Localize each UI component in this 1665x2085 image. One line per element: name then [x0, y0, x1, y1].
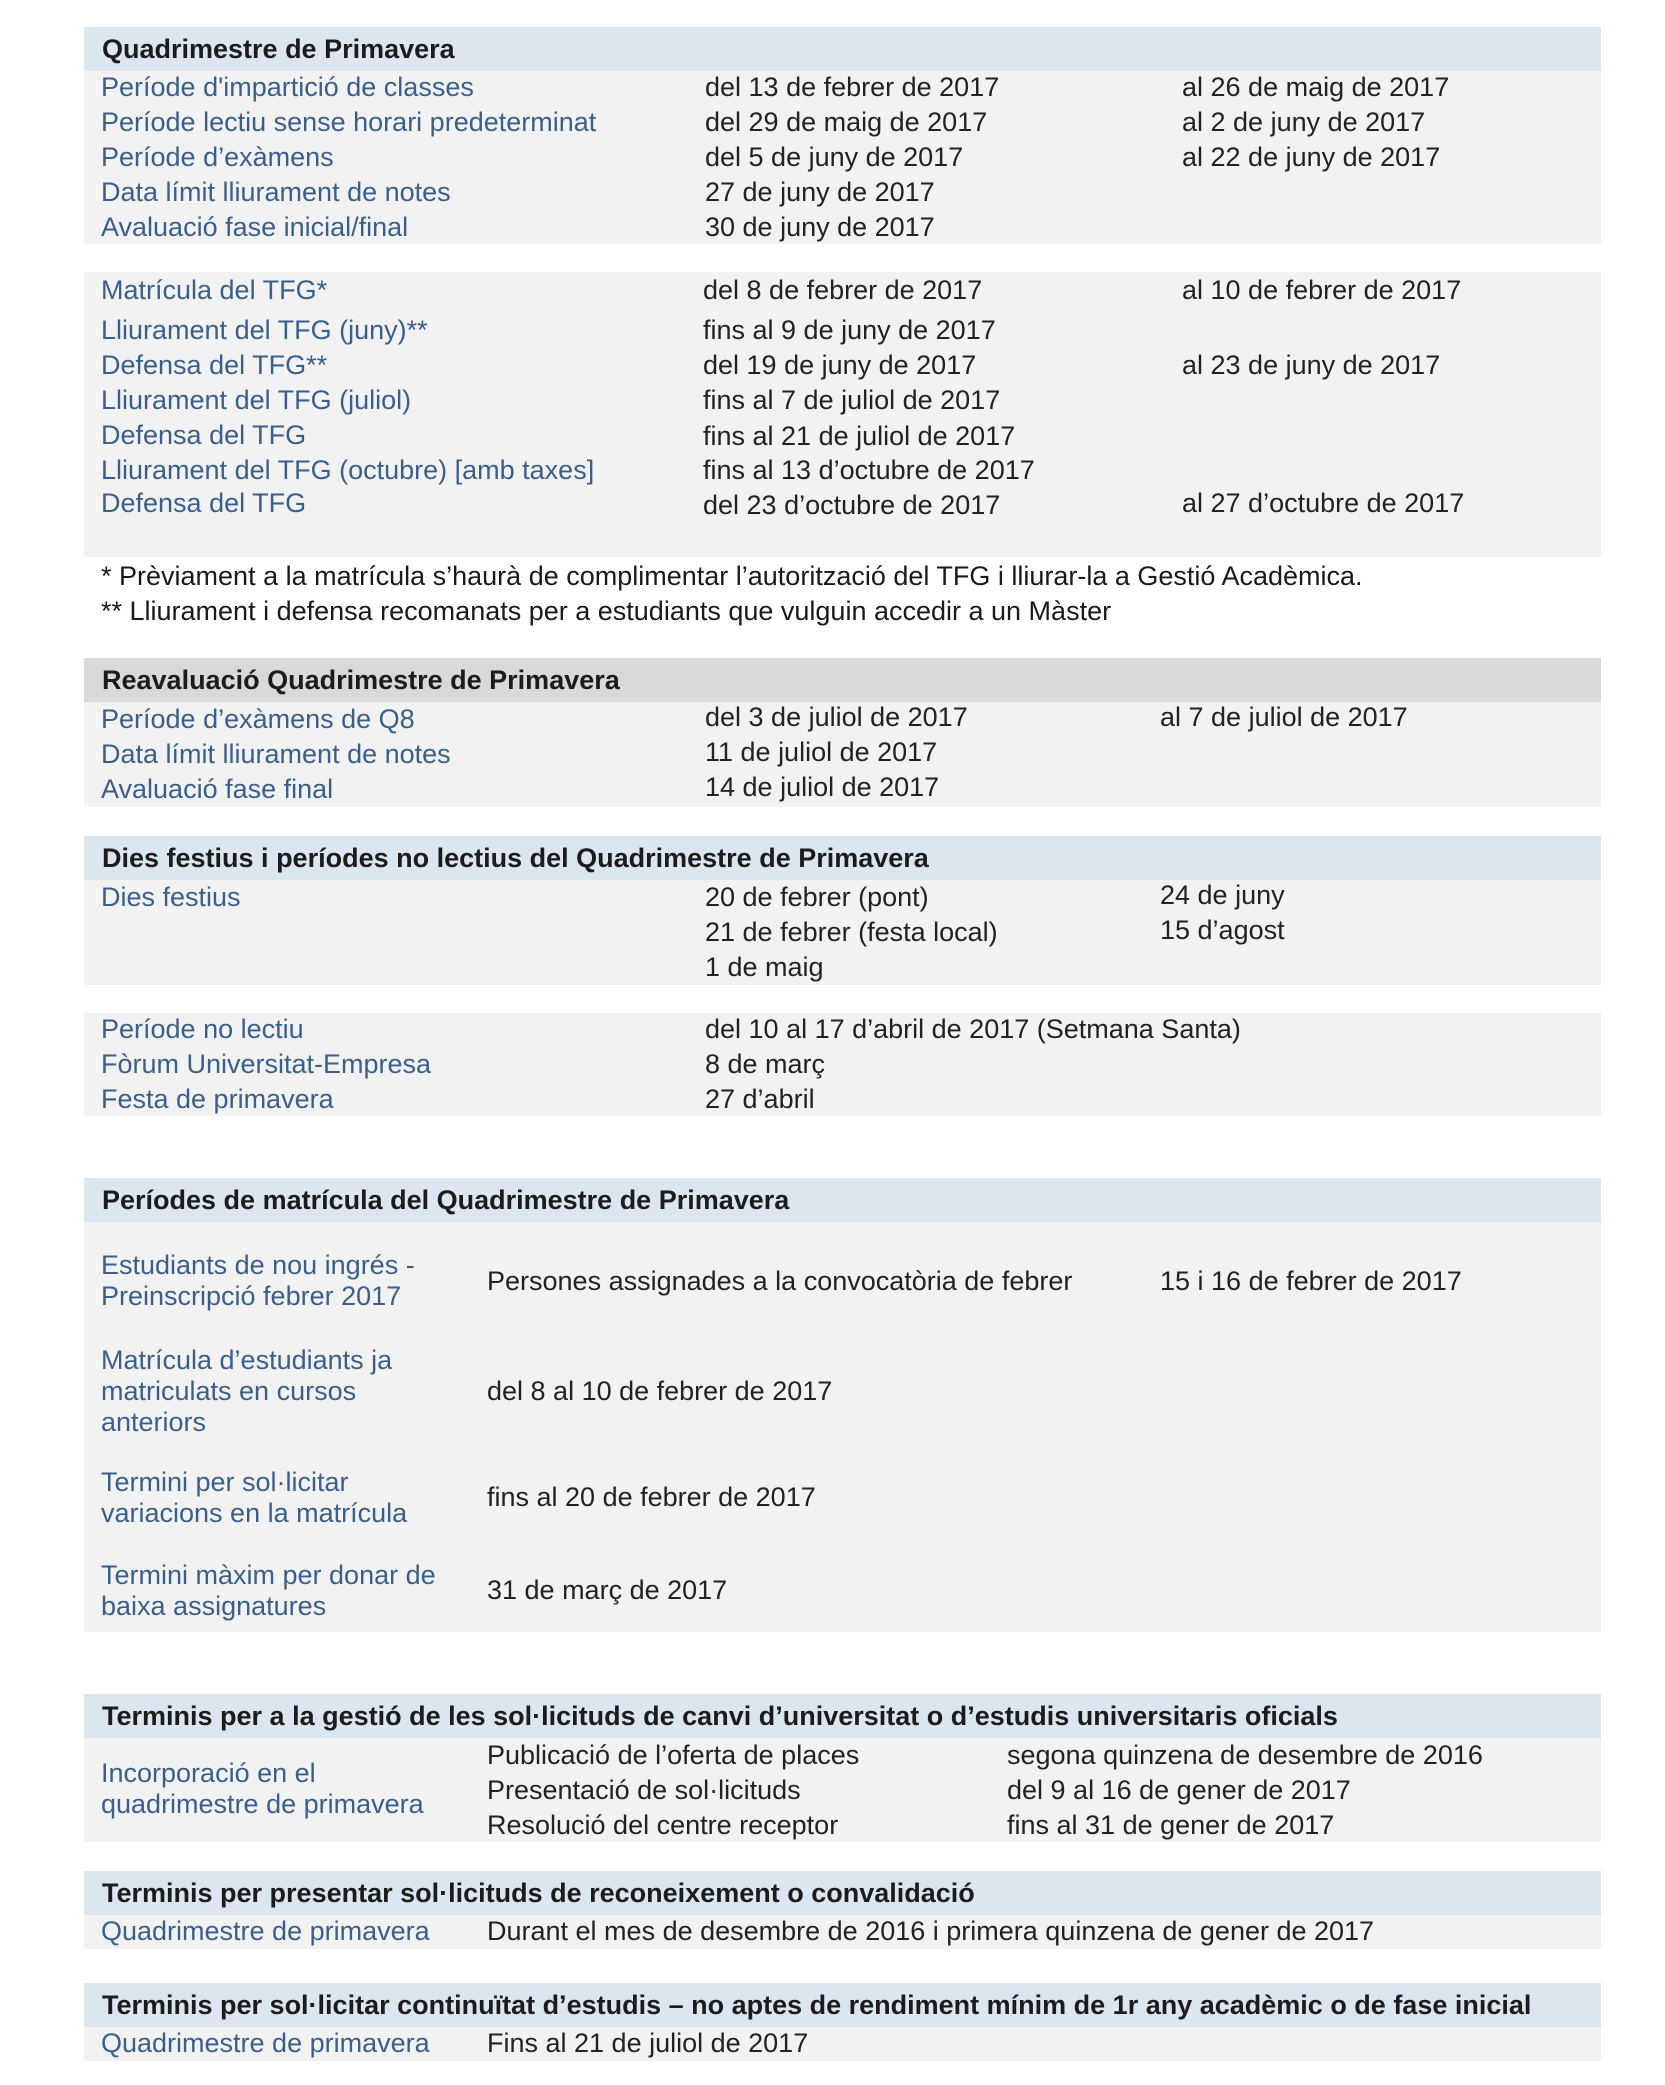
- row-value: Durant el mes de desembre de 2016 i primera quinzena de gener de 2017: [487, 1916, 1375, 1946]
- row-from: fins al 7 de juliol de 2017: [703, 385, 1001, 415]
- row-label-line: Preinscripció febrer 2017: [101, 1281, 402, 1311]
- row-value: 31 de març de 2017: [487, 1575, 728, 1605]
- section-header-continuity: Terminis per sol·licitar continuïtat d’estudis – no aptes de rendiment mínim de 1r any acadèmic o de fase inicial: [84, 1983, 1601, 2027]
- row-to: al 22 de juny de 2017: [1182, 142, 1441, 172]
- transfer-label-line: Incorporació en el: [101, 1758, 316, 1788]
- row-to: al 10 de febrer de 2017: [1182, 275, 1462, 305]
- row-from: fins al 21 de juliol de 2017: [703, 421, 1016, 451]
- section-header-reeval: Reavaluació Quadrimestre de Primavera: [84, 658, 1601, 702]
- section-header-transfer: Terminis per a la gestió de les sol·licituds de canvi d’universitat o d’estudis universitaris oficials: [84, 1694, 1601, 1738]
- row-label: Període d’exàmens de Q8: [101, 704, 415, 734]
- row-label: Data límit lliurament de notes: [101, 177, 451, 207]
- row-label: Període no lectiu: [101, 1014, 304, 1044]
- row-label: Període lectiu sense horari predeterminat: [101, 107, 597, 137]
- row-label-line: Termini màxim per donar de: [101, 1560, 436, 1590]
- row-label-line: baixa assignatures: [101, 1591, 327, 1621]
- row-from: del 29 de maig de 2017: [705, 107, 988, 137]
- row-from: del 23 d’octubre de 2017: [703, 490, 1001, 520]
- transfer-step: Publicació de l’oferta de places: [487, 1740, 860, 1770]
- row-label: Fòrum Universitat-Empresa: [101, 1049, 432, 1079]
- row-label: Lliurament del TFG (octubre) [amb taxes]: [101, 455, 595, 485]
- row-from: 30 de juny de 2017: [705, 212, 935, 242]
- transfer-step: Presentació de sol·licituds: [487, 1775, 801, 1805]
- transfer-date: fins al 31 de gener de 2017: [1007, 1810, 1335, 1840]
- row-value: Persones assignades a la convocatòria de febrer: [487, 1266, 1073, 1296]
- transfer-date: segona quinzena de desembre de 2016: [1007, 1740, 1483, 1770]
- row-from: 27 de juny de 2017: [705, 177, 935, 207]
- section-header-holidays: Dies festius i períodes no lectius del Quadrimestre de Primavera: [84, 836, 1601, 880]
- row-from: del 8 de febrer de 2017: [703, 275, 983, 305]
- row-label: Defensa del TFG: [101, 420, 307, 450]
- row-label-line: Matrícula d’estudiants ja: [101, 1345, 393, 1375]
- transfer-date: del 9 al 16 de gener de 2017: [1007, 1775, 1351, 1805]
- row-label: Matrícula del TFG*: [101, 275, 328, 305]
- row-label: Avaluació fase inicial/final: [101, 212, 409, 242]
- row-label-line: variacions en la matrícula: [101, 1498, 408, 1528]
- section-header-spring: Quadrimestre de Primavera: [84, 27, 1601, 71]
- row-value: Fins al 21 de juliol de 2017: [487, 2028, 809, 2058]
- holidays-label: Dies festius: [101, 882, 241, 912]
- holiday-date: 24 de juny: [1160, 880, 1285, 910]
- row-from: fins al 13 d’octubre de 2017: [703, 455, 1035, 485]
- row-from: del 19 de juny de 2017: [703, 350, 977, 380]
- row-label-line: matriculats en cursos: [101, 1376, 357, 1406]
- row-from: del 3 de juliol de 2017: [705, 702, 968, 732]
- holiday-date: 15 d’agost: [1160, 915, 1285, 945]
- row-value: 8 de març: [705, 1049, 826, 1079]
- row-label-line: Termini per sol·licitar: [101, 1467, 349, 1497]
- row-to: al 27 d’octubre de 2017: [1182, 488, 1465, 518]
- row-value: fins al 20 de febrer de 2017: [487, 1482, 816, 1512]
- row-to: al 2 de juny de 2017: [1182, 107, 1426, 137]
- tfg-note-1: * Prèviament a la matrícula s’haurà de complimentar l’autorització del TFG i lliurar-la a Gestió Acadèmica.: [101, 561, 1363, 591]
- row-label: Lliurament del TFG (juny)**: [101, 315, 428, 345]
- row-label: Defensa del TFG**: [101, 350, 328, 380]
- row-label: Lliurament del TFG (juliol): [101, 385, 412, 415]
- row-value: del 10 al 17 d’abril de 2017 (Setmana Santa): [705, 1014, 1241, 1044]
- holiday-date: 20 de febrer (pont): [705, 882, 929, 912]
- row-label: Data límit lliurament de notes: [101, 739, 451, 769]
- transfer-label-line: quadrimestre de primavera: [101, 1789, 424, 1819]
- holiday-date: 1 de maig: [705, 952, 824, 982]
- section-header-recognition: Terminis per presentar sol·licituds de reconeixement o convalidació: [84, 1871, 1601, 1915]
- row-label: Festa de primavera: [101, 1084, 334, 1114]
- row-to: al 23 de juny de 2017: [1182, 350, 1441, 380]
- row-from: fins al 9 de juny de 2017: [703, 315, 996, 345]
- row-label: Quadrimestre de primavera: [101, 2028, 430, 2058]
- row-label-line: anteriors: [101, 1407, 207, 1437]
- row-from: 14 de juliol de 2017: [705, 772, 940, 802]
- row-label: Defensa del TFG: [101, 488, 307, 518]
- row-from: del 13 de febrer de 2017: [705, 72, 1000, 102]
- row-to: al 7 de juliol de 2017: [1160, 702, 1408, 732]
- transfer-step: Resolució del centre receptor: [487, 1810, 839, 1840]
- row-value: 27 d’abril: [705, 1084, 815, 1114]
- row-label: Període d'impartició de classes: [101, 72, 474, 102]
- row-date: 15 i 16 de febrer de 2017: [1160, 1266, 1462, 1296]
- row-from: 11 de juliol de 2017: [705, 737, 938, 767]
- row-label: Període d’exàmens: [101, 142, 334, 172]
- row-label: Avaluació fase final: [101, 774, 334, 804]
- section-header-enrol: Períodes de matrícula del Quadrimestre de Primavera: [84, 1178, 1601, 1222]
- row-from: del 5 de juny de 2017: [705, 142, 964, 172]
- row-to: al 26 de maig de 2017: [1182, 72, 1450, 102]
- row-value: del 8 al 10 de febrer de 2017: [487, 1376, 833, 1406]
- row-label-line: Estudiants de nou ingrés -: [101, 1250, 415, 1280]
- row-label: Quadrimestre de primavera: [101, 1916, 430, 1946]
- tfg-note-2: ** Lliurament i defensa recomanats per a estudiants que vulguin accedir a un Màster: [101, 596, 1112, 626]
- holiday-date: 21 de febrer (festa local): [705, 917, 998, 947]
